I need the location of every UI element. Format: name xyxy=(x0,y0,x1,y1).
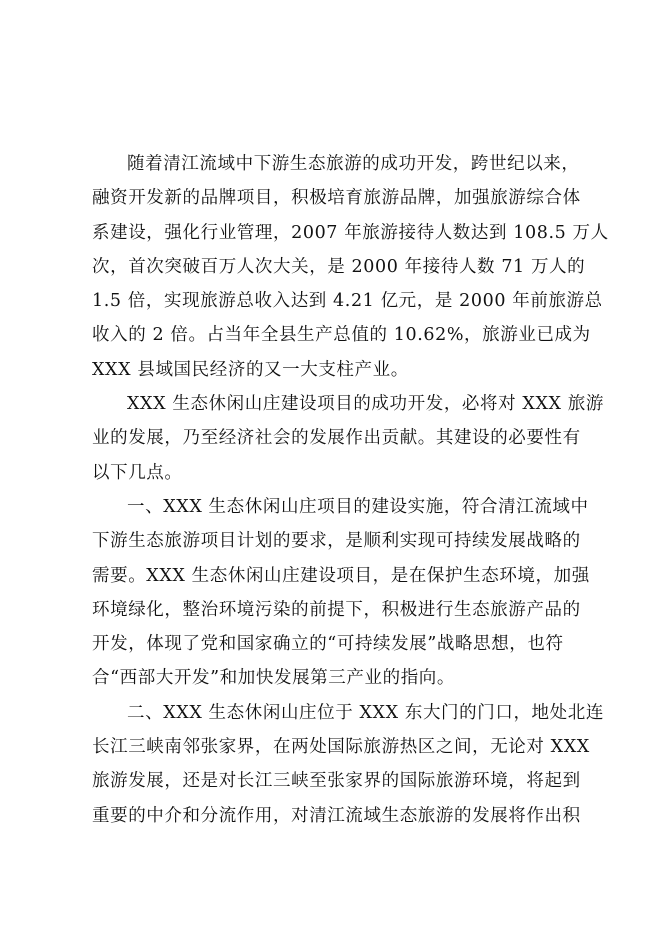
text-line: 重要的中介和分流作用，对清江流域生态旅游的发展将作出积 xyxy=(92,805,581,826)
text-line: 次，首次突破百万人次大关，是 2000 年接待人数 71 万人的 xyxy=(92,256,586,277)
text-line: 以下几点。 xyxy=(92,462,183,483)
text-line: 1.5 倍，实现旅游总收入达到 4.21 亿元，是 2000 年前旅游总 xyxy=(92,291,603,312)
text-line: 融资开发新的品牌项目，积极培育旅游品牌，加强旅游综合体 xyxy=(92,188,581,209)
paragraph-point-two xyxy=(92,696,604,833)
text-line: 一、XXX 生态休闲山庄项目的建设实施，符合清江流域中 xyxy=(127,496,589,517)
paragraph-point-one xyxy=(92,490,590,696)
text-line: 业的发展，乃至经济社会的发展作出贡献。其建设的必要性有 xyxy=(92,428,581,449)
text-line: 开发，体现了党和国家确立的“可持续发展”战略思想，也符 xyxy=(92,634,564,655)
text-line: XXX 县域国民经济的又一大支柱产业。 xyxy=(92,359,409,380)
text-line: 收入的 2 倍。占当年全县生产总值的 10.62%，旅游业已成为 xyxy=(92,325,591,346)
text-line: XXX 生态休闲山庄建设项目的成功开发，必将对 XXX 旅游 xyxy=(127,394,604,415)
text-line: 环境绿化，整治环境污染的前提下，积极进行生态旅游产品的 xyxy=(92,599,581,620)
text-line: 下游生态旅游项目计划的要求，是顺利实现可持续发展战略的 xyxy=(92,531,581,552)
document-body xyxy=(92,147,609,833)
text-line: 系建设，强化行业管理，2007 年旅游接待人数达到 108.5 万人 xyxy=(92,222,609,243)
text-line: 旅游发展，还是对长江三峡至张家界的国际旅游环境，将起到 xyxy=(92,771,581,792)
text-line: 合“西部大开发”和加快发展第三产业的指向。 xyxy=(92,668,455,689)
text-line: 随着清江流域中下游生态旅游的成功开发，跨世纪以来， xyxy=(127,154,580,174)
text-line: 长江三峡南邻张家界，在两处国际旅游热区之间，无论对 XXX xyxy=(92,737,590,758)
paragraph-tourism-growth xyxy=(92,147,609,387)
text-line: 二、XXX 生态休闲山庄位于 XXX 东大门的门口，地处北连 xyxy=(127,702,604,723)
text-line: 需要。XXX 生态休闲山庄建设项目，是在保护生态环境，加强 xyxy=(92,565,590,586)
paragraph-project-significance xyxy=(92,387,604,490)
